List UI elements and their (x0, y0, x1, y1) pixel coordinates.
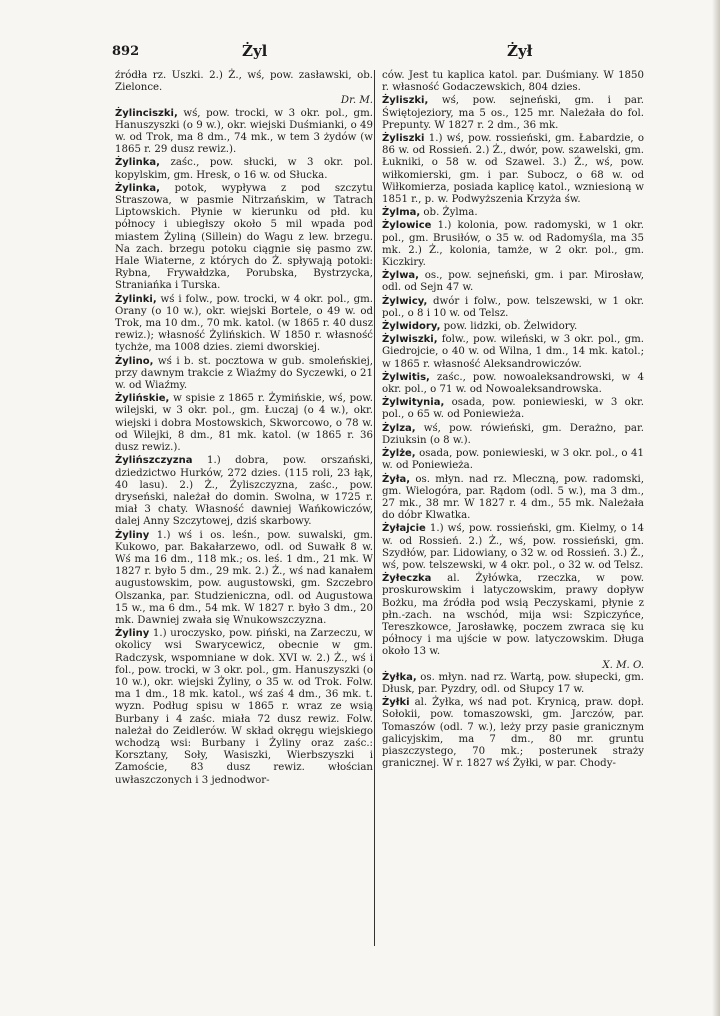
entry-headword: Żyła, (382, 473, 411, 485)
page-number: 892 (112, 44, 140, 59)
dictionary-entry (382, 296, 644, 320)
entry-headword: Żyłeczka (382, 573, 432, 585)
entry-headword: Żylże, (382, 448, 416, 460)
entry-headword: Żylwa, (382, 270, 419, 282)
dictionary-entry (382, 697, 644, 770)
entry-headword: Żylwiszki, (382, 334, 438, 346)
dictionary-entry (115, 628, 373, 787)
entry-headword: Żyłka, (382, 671, 417, 683)
entry-text: 1.) kolonia, pow. radomyski, w 1 okr. pol., gm. Brusiłów, o 35 w. od Radomyśla, ma 35 mk. 2.) Ż., kolonia, tamże, w 2 okr. pol., gm. Kiczkiry. (382, 220, 644, 269)
entry-text: folw., pow. wileński, w 3 okr. pol., gm. Giedrojcie, o 40 w. od Wilna, 1 dm., 14 mk. katol.; w 1865 r. własność Aleksandrowiczów. (382, 334, 645, 370)
entry-text: 1.) wś i os. leśn., pow. suwalski, gm. Kukowo, par. Bakałarzewo, odl. od Suwałk 8 w. Wś ma 16 dm., 118 mk.; os. leś. 1 dm., 21 mk. W 1827 r. było 5 dm., 29 mk. 2.) Ż., wś nad kanałem augustowskim, pow. augustowski, gm. Szczebro Olszanka, par. Studzieniczna, odl. od Augustowa 15 w., ma 6 dm., 54 mk. W 1827 r. było 3 dm., 20 mk. Dawniej zwała się Wnukowszczyzna. (115, 529, 373, 626)
entry-headword: Żylinciszki, (115, 107, 178, 119)
entry-text: osada, pow. poniewieski, w 3 okr. pol., o 41 w. od Poniewieża. (382, 448, 644, 472)
entry-text: 1.) wś, pow. rossieński, gm. Łabardzie, o 86 w. od Rossień. 2.) Ż., dwór, pow. szawelski, gm. Łukniki, o 58 w. od Szawel. 3.) Ż., wś, pow. wiłkomierski, gm. i par. Subocz, o 68 w. od Wiłkomierza, posiada kaplicę katol., wzniesioną w 1851 r., p. w. Podwyższenia Krzyża św. (382, 133, 644, 206)
entry-text: pow. lidzki, ob. Żelwidory. (443, 321, 578, 333)
entry-text: zaśc., pow. słucki, w 3 okr. pol. kopylskim, gm. Hresk, o 16 w. od Słucka. (115, 157, 373, 181)
entry-text: wś i folw., pow. trocki, w 4 okr. pol., gm. Orany (o 10 w.), okr. wiejski Bortele, o 49 w. od Trok, ma 10 dm., 70 mk. katol. (w 1865 r. 40 dusz rewiz.); własność Żylińskich. W 1850 r. własność tychże, ma 1008 dzies. ziemi dworskiej. (115, 293, 373, 354)
entry-headword: Żylińszczyzna (115, 455, 193, 467)
dictionary-entry (115, 393, 373, 454)
entry-headword: Żyłajcie (382, 523, 426, 535)
dictionary-entry (115, 455, 373, 528)
dictionary-entry (382, 207, 644, 219)
dictionary-entry (382, 70, 644, 94)
dictionary-entry (382, 372, 644, 396)
entry-headword: Żylińskie, (115, 393, 170, 405)
dictionary-entry (115, 294, 373, 355)
entry-signature: X. M. O. (602, 659, 644, 671)
entry-headword: Żyliszki, (382, 95, 429, 107)
dictionary-entry (115, 356, 373, 393)
dictionary-entry (382, 423, 644, 447)
dictionary-entry (115, 530, 373, 628)
entry-text: wś, pow. rówieński, gm. Derażno, par. Dziuksin (o 8 w.). (382, 422, 644, 446)
entry-text: 1.) dobra, pow. orszański, dziedzictwo Hurków, 272 dzies. (115 roli, 23 łąk, 40 lasu). 2.) Ż., Żyliszczyzna, zaśc., pow. dryseński, należał do domin. Swolna, w 1725 r. miał 3 chaty. Własność dawniej Wańkowiczów, dalej Anny Szczytowej, dziś skarbowy. (115, 455, 373, 528)
entry-headword: Żylza, (382, 422, 416, 434)
entry-text: ob. Żylma. (423, 207, 478, 219)
entry-headword: Żyliszki (382, 133, 425, 145)
dictionary-entry (115, 108, 373, 157)
entry-signature: Dr. M. (340, 95, 373, 107)
page-edge-shadow (712, 0, 720, 1016)
entry-headword: Żyłki (382, 697, 410, 709)
entry-text: dwór i folw., pow. telszewski, w 1 okr. pol., o 8 i 10 w. od Telsz. (382, 295, 644, 319)
entry-text: al. Żyłówka, rzeczka, w pow. proskurowskim i latyczowskim, prawy dopływ Bożku, ma źródła pod wsią Peczyskami, płynie z płn.-zach. na wschód, mija wsi: Szpiczyńce, Tereszkowce, Jarosławkę, poczem zwraca się ku północy i ma ujście w pow. latyczowskim. Długa około 13 w. (382, 573, 644, 658)
entry-text: os. młyn. nad rz. Mleczną, pow. radomski, gm. Wielogóra, par. Rądom (odl. 5 w.), ma 3 dm., 27 mk., 38 mr. W 1827 r. 4 dm., 55 mk. Należała do dóbr Klwatka. (382, 473, 644, 522)
entry-text: 1.) uroczysko, pow. piński, na Zarzeczu, w okolicy wsi Swarycewicz, obecnie w gm. Radczysk, wspomniane w dok. XVI w. 2.) Ż., wś i fol., pow. trocki, w 3 okr. pol., gm. Hanuszyszki (o 10 w.), okr. wiejski Żyliny, o 35 w. od Trok. Folw. ma 1 dm., 18 mk. katol., wś zaś 4 dm., 36 mk. t. wyzn. Podług spisu w 1865 r. wraz ze wsią Burbany i 4 zaśc. miała 72 dusz rewiz. Folw. należał do Zeidlerów. W skład okręgu wiejskiego wchodzą wsi: Burbany i Żyliny oraz zaśc.: Korsztany, Soły, Wasiszki, Wierbszyszki i Zamoście, 83 dusz rewiz. włościan uwłaszczonych i 3 jednodwor- (115, 628, 373, 786)
entry-headword: Żylwitis, (382, 371, 430, 383)
entry-headword: Żyliny (115, 628, 150, 640)
entry-text: potok, wypływa z pod szczytu Straszowa, w pasmie Nitrzańskim, w Tatrach Liptowskich. Płynie w kierunku od płd. ku północy i ubiegłszy około 5 mil wpada pod miastem Żyliną (Sillein) do Wagu z lew. brzegu. Na zach. brzegu potoku ciągnie się pasmo zw. Hale Wiaterne, z których do Ż. spływają potoki: Rybna, Frywałdzka, Porubska, Bystrzycka, Straniańka i Turska. (115, 182, 373, 292)
entry-headword: Żylwicy, (382, 295, 428, 307)
dictionary-entry (382, 474, 644, 523)
dictionary-entry (382, 397, 644, 421)
entry-headword: Żylinki, (115, 293, 157, 305)
dictionary-entry (115, 183, 373, 293)
dictionary-entry (382, 133, 644, 206)
entry-headword: Żylino, (115, 355, 154, 367)
left-column (115, 70, 373, 788)
dictionary-entry (382, 448, 644, 472)
entry-text: al. Żyłka, wś nad pot. Krynicą, praw. dopł. Sołokii, pow. tomaszowski, gm. Jarczów, par. Tomaszów (odl. 7 w.), leży przy pasie granicznym galicyjskim, ma 7 dm., 80 mr. gruntu piaszczystego, 70 mk.; posterunek straży granicznej. W r. 1827 wś Żyłki, w par. Chody- (382, 697, 644, 770)
entry-text: wś, pow. sejneński, gm. i par. Świętojeziory, ma 5 os., 125 mr. Należała do fol. Prepunty. W 1827 r. 2 dm., 36 mk. (382, 95, 644, 131)
right-column (382, 70, 644, 771)
dictionary-entry (382, 334, 644, 371)
entry-text: 1.) wś, pow. rossieński, gm. Kielmy, o 14 w. od Rossień. 2.) Ż., wś, pow. rossieński, gm. Szydłów, par. Lidowiany, o 32 w. od Rossień. 3.) Ż., wś, pow. telszewski, w 4 okr. pol., o 32 w. od Telsz. (382, 523, 644, 571)
dictionary-entry (382, 672, 644, 696)
entry-text: źródła rz. Uszki. 2.) Ż., wś, pow. zasławski, ob. Zielonce. (115, 70, 373, 94)
entry-headword: Żylwitynia, (382, 397, 445, 409)
entry-text: os., pow. sejneński, gm. i par. Mirosław, odl. od Sejn 47 w. (382, 270, 644, 294)
entry-text: wś i b. st. pocztowa w gub. smoleńskiej, przy dawnym trakcie z Wiaźmy do Syczewki, o 21 w. od Wiaźmy. (115, 355, 373, 392)
entry-text: wś, pow. trocki, w 3 okr. pol., gm. Hanuszyszki (o 9 w.), okr. wiejski Duśmianki, o 49 w. od Trok, ma 8 dm., 74 mk., w tem 3 żydów (w 1865 r. 29 dusz rewiz.). (115, 107, 373, 156)
entry-text: ców. Jest tu kaplica katol. par. Duśmiany. W 1850 r. własność Godaczewskich, 804 dzies. (382, 70, 644, 94)
left-running-head: Żyl (242, 42, 268, 60)
dictionary-entry (115, 157, 373, 181)
entry-headword: Żylinka, (115, 182, 160, 194)
dictionary-entry (382, 321, 644, 333)
page-header (112, 42, 662, 62)
dictionary-entry (382, 523, 644, 572)
dictionary-entry (382, 220, 644, 269)
entry-text: os. młyn. nad rz. Wartą, pow. słupecki, gm. Dłusk, par. Pyzdry, odl. od Słupcy 17 w. (382, 671, 644, 695)
entry-text: w spisie z 1865 r. Żymińskie, wś, pow. wilejski, w 3 okr. pol., gm. Łuczaj (o 4 w.), okr. wiejski i dobra Mostowskich, Skworcowo, o 78 w. od Wilejki, 8 dm., 81 mk. katol. (w 1865 r. 36 dusz rewiz.). (115, 393, 373, 454)
dictionary-entry (382, 270, 644, 294)
entry-headword: Żylinka, (115, 157, 160, 169)
entry-text: osada, pow. poniewieski, w 3 okr. pol., o 65 w. od Poniewieża. (382, 397, 644, 421)
right-running-head: Żył (507, 42, 533, 60)
dictionary-entry (382, 95, 644, 132)
entry-headword: Żylowice (382, 220, 432, 232)
entry-headword: Żyliny (115, 529, 150, 541)
entry-text: zaśc., pow. nowoaleksandrowski, w 4 okr. pol., o 71 w. od Nowoaleksandrowska. (382, 371, 644, 396)
dictionary-entry (115, 70, 373, 94)
entry-headword: Żylwidory, (382, 321, 441, 333)
column-divider (374, 70, 375, 946)
dictionary-entry (382, 573, 644, 658)
entry-headword: Żylma, (382, 207, 421, 219)
